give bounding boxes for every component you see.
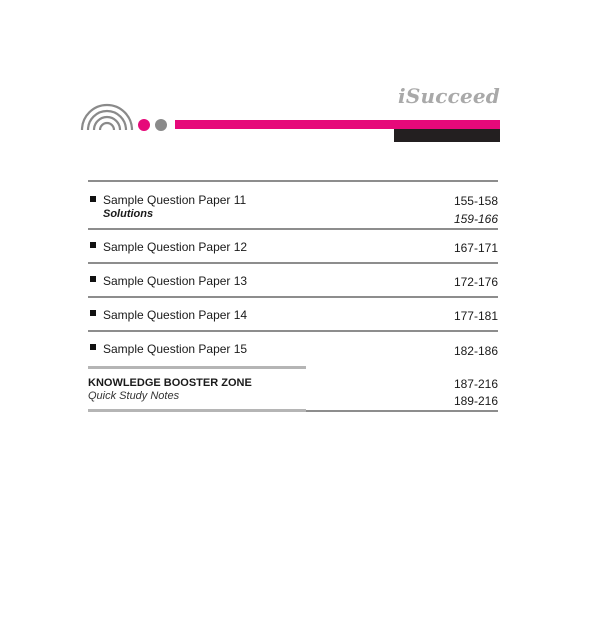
toc-zone-row <box>88 369 498 410</box>
grey-dot <box>155 119 167 131</box>
bottom-rules <box>88 410 498 413</box>
toc-row <box>88 332 498 366</box>
toc-entry-pages: 155-158 <box>453 194 498 208</box>
toc-entry-pages: 182-186 <box>453 344 498 358</box>
toc-row <box>88 182 498 228</box>
zone-subtitle: Quick Study Notes <box>88 390 180 402</box>
toc-entry-subpages: 159-166 <box>453 212 498 226</box>
zone-subpages: 189-216 <box>453 394 498 408</box>
pink-dot <box>138 119 150 131</box>
signal-arcs-icon <box>80 100 134 132</box>
bullet-icon <box>90 196 96 202</box>
header-accent-bar <box>175 120 500 129</box>
toc-row <box>88 230 498 262</box>
bullet-icon <box>90 344 96 350</box>
bullet-icon <box>90 310 96 316</box>
bullet-icon <box>90 276 96 282</box>
toc-entry-pages: 177-181 <box>453 309 498 323</box>
zone-title: KNOWLEDGE BOOSTER ZONE <box>88 377 252 389</box>
bullet-icon <box>90 242 96 248</box>
toc-entry-pages: 172-176 <box>453 275 498 289</box>
table-of-contents <box>88 180 498 413</box>
section-divider <box>88 409 306 412</box>
brand-logo: iSucceed <box>398 84 500 108</box>
toc-row <box>88 264 498 296</box>
toc-entry-title: Sample Question Paper 14 <box>103 308 248 322</box>
toc-entry-pages: 167-171 <box>453 241 498 255</box>
header-dark-block <box>394 129 500 142</box>
toc-entry-title: Sample Question Paper 11 <box>103 193 247 207</box>
toc-entry-title: Sample Question Paper 12 <box>103 240 248 254</box>
zone-pages: 187-216 <box>453 377 498 391</box>
toc-row <box>88 298 498 330</box>
toc-entry-subtitle: Solutions <box>103 208 154 220</box>
toc-entry-title: Sample Question Paper 15 <box>103 342 248 356</box>
toc-entry-title: Sample Question Paper 13 <box>103 274 248 288</box>
